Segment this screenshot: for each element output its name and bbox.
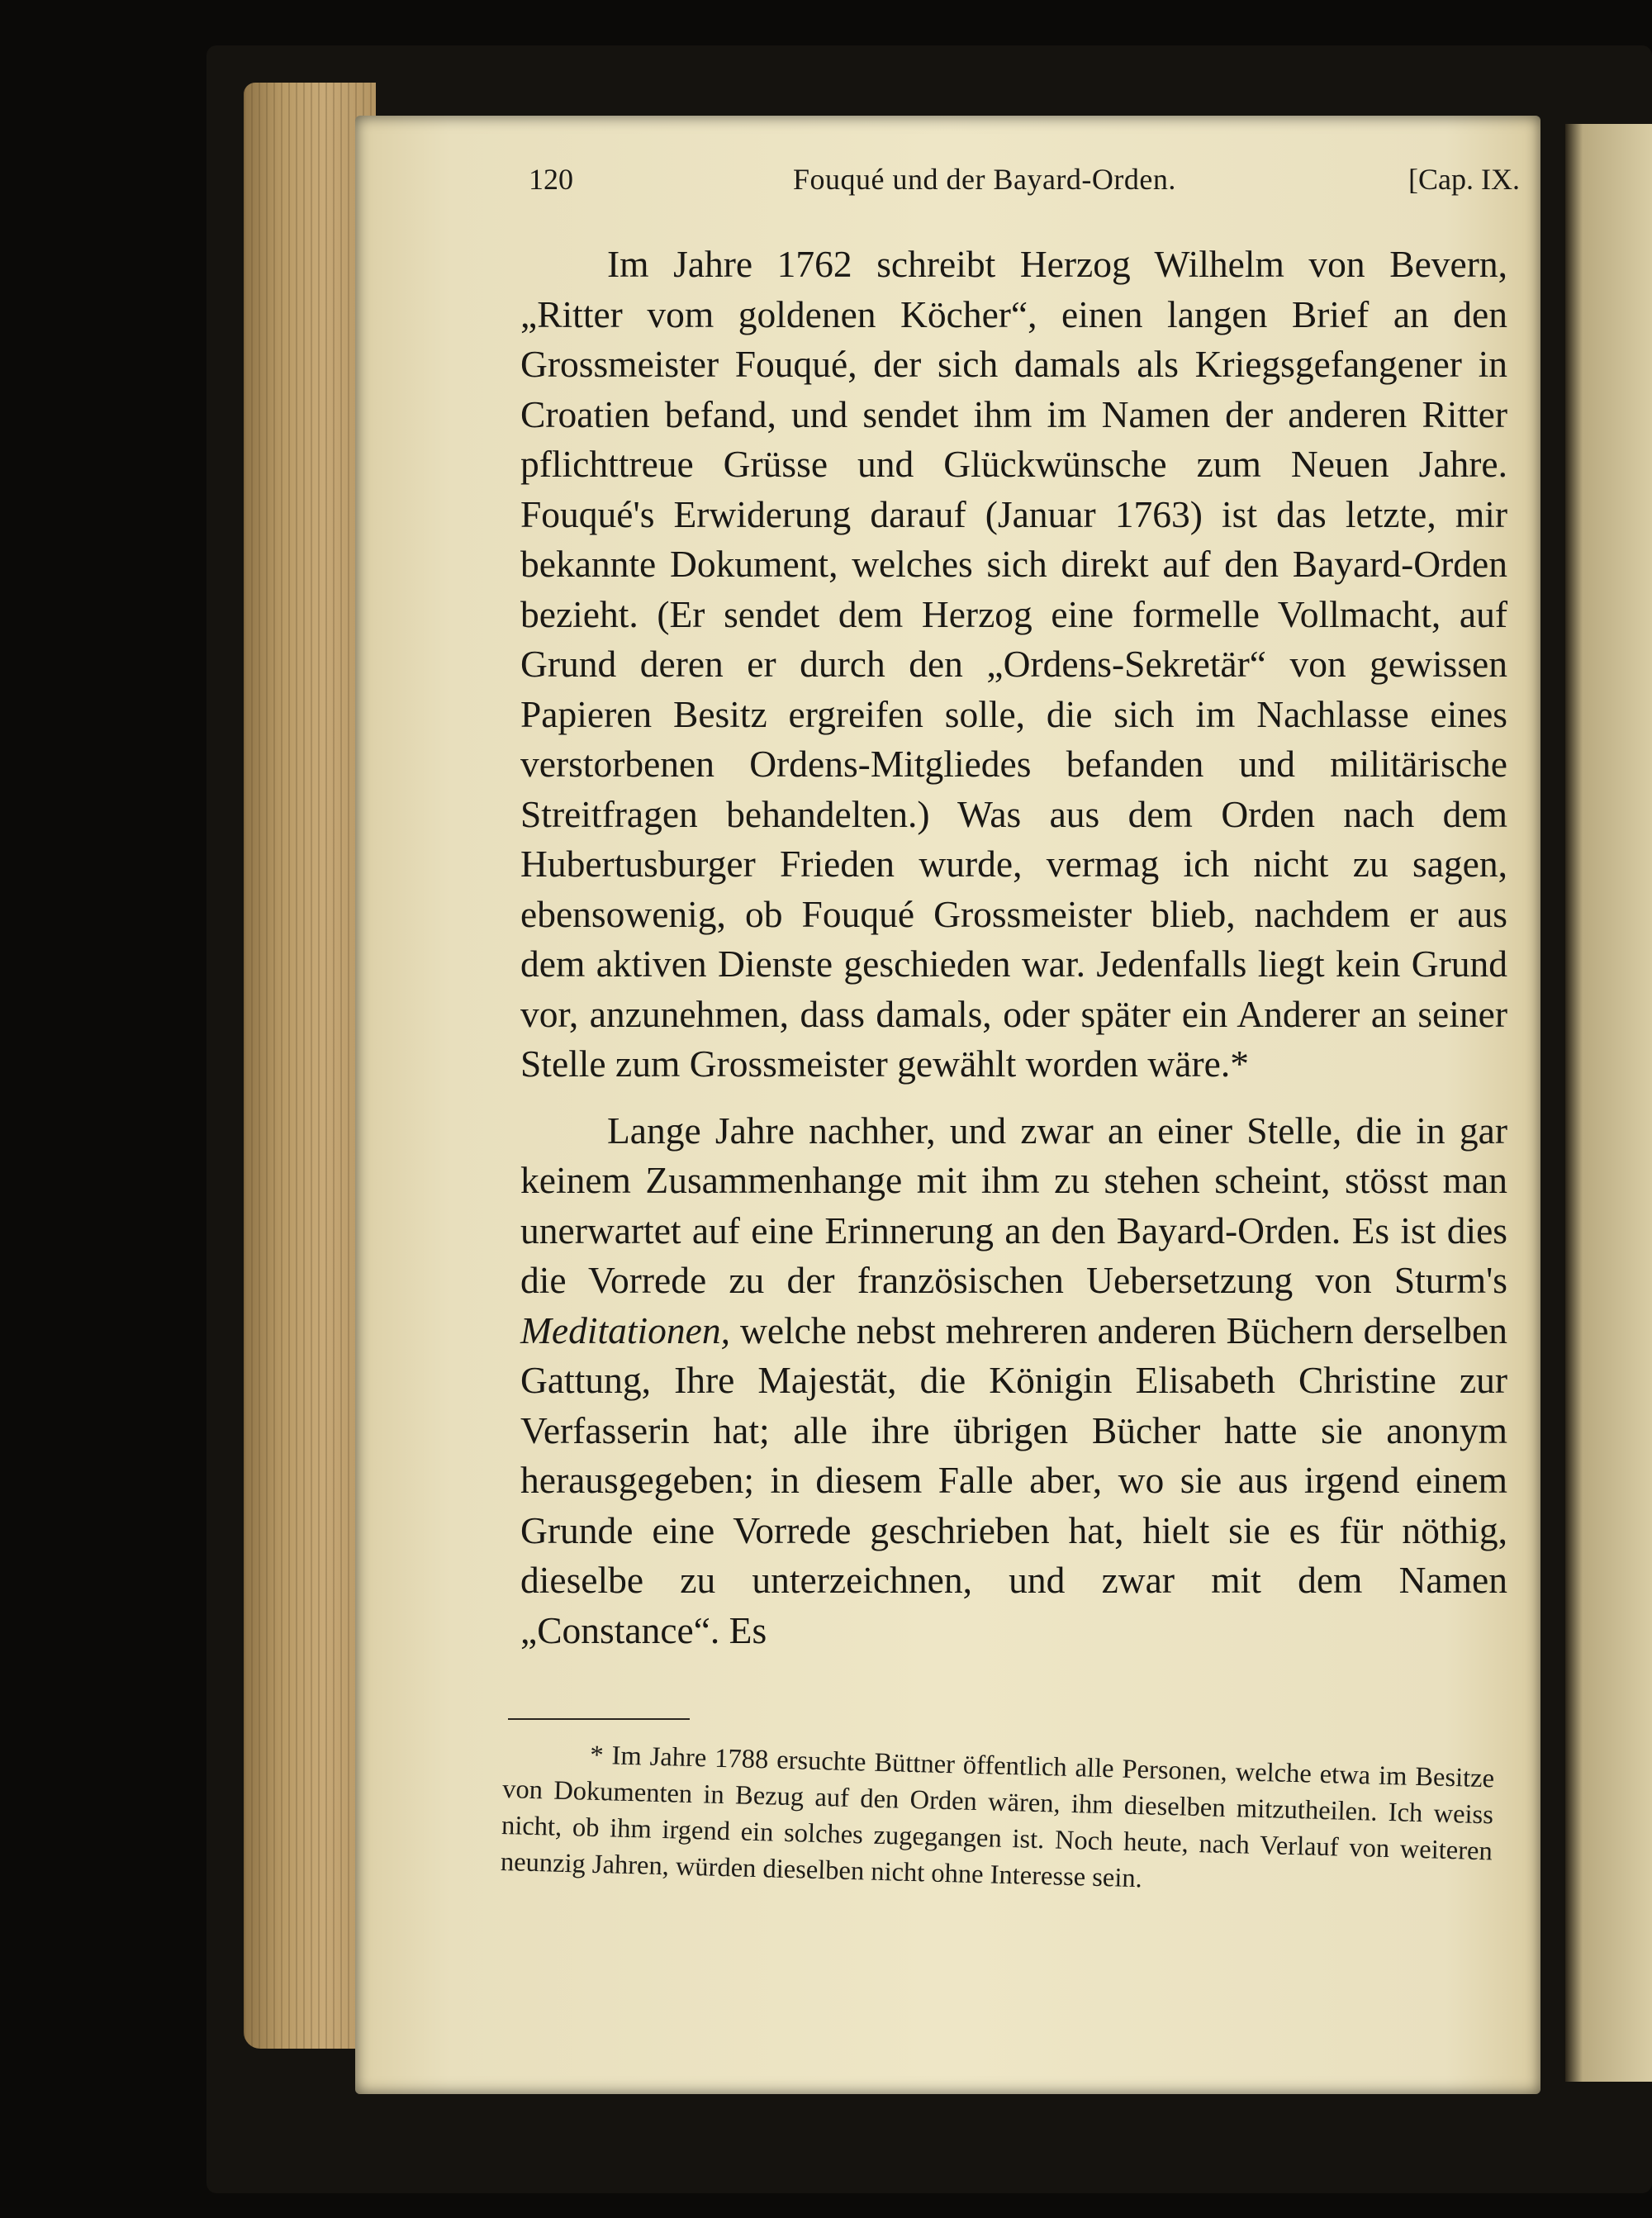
body-text (520, 240, 1507, 1655)
paragraph-2-end: welche nebst mehreren anderen Büchern derselben Gattung, Ihre Majestät, die Königin Elisabeth Christine zur Verfasserin hat; alle ihre übrigen Bücher hatte sie anonym herausgegeben; in diesem Falle aber, wo sie aus irgend einem Grunde eine Vorrede geschrieben hat, hielt sie es für nöthig, dieselbe zu unterzeichnen, und zwar mit dem Namen „Constance“. Es (520, 1308, 1507, 1651)
footnote-text: * Im Jahre 1788 ersuchte Büttner öffentlich alle Personen, welche etwa im Besitze von Dokumenten in Bezug auf den Orden wären, ihm dieselben mitzutheilen. Ich weiss nicht, ob ihm irgend ein solches zugegangen ist. Noch heute, nach Verlauf von weiteren neunzig Jahren, würden dieselben nicht ohne Interesse sein. (500, 1740, 1495, 1894)
running-header (529, 162, 1520, 211)
running-title: Fouqué und der Bayard-Orden. (793, 163, 1176, 196)
italic-title: Meditationen, (520, 1308, 730, 1351)
footnote (500, 1735, 1494, 1906)
facing-page-edge (1565, 124, 1652, 2082)
page-number: 120 (529, 163, 573, 196)
paragraph-2 (520, 1106, 1507, 1656)
chapter-label: [Cap. IX. (1408, 163, 1520, 196)
footnote-rule (508, 1718, 690, 1720)
paragraph-1: Im Jahre 1762 schreibt Herzog Wilhelm von Bevern, „Ritter vom goldenen Köcher“, einen langen Brief an den Grossmeister Fouqué, der sich damals als Kriegsgefangener in Croatien befand, und sendet ihm im Namen der anderen Ritter pflichttreue Grüsse und Glückwünsche zum Neuen Jahre. Fouqué's Erwiderung darauf (Januar 1763) ist das letzte, mir bekannte Dokument, welches sich direkt auf den Bayard-Orden bezieht. (Er sendet dem Herzog eine formelle Vollmacht, auf Grund deren er durch den „Ordens-Sekretär“ von gewissen Papieren Besitz ergreifen solle, die sich im Nachlasse eines verstorbenen Ordens-Mitgliedes befanden und militärische Streitfragen behandelten.) Was aus dem Orden nach dem Hubertusburger Frieden wurde, vermag ich nicht zu sagen, ebensowenig, ob Fouqué Grossmeister blieb, nachdem er aus dem aktiven Dienste geschieden war. Jedenfalls liegt kein Grund vor, anzunehmen, dass damals, oder später ein Anderer an seiner Stelle zum Grossmeister gewählt worden wäre.* (520, 243, 1507, 1085)
paragraph-2-start: Lange Jahre nachher, und zwar an einer Stelle, die in gar keinem Zusammenhange mit ihm zu stehen scheint, stösst man unerwartet auf eine Erinnerung an den Bayard-Orden. Es ist dies die Vorrede zu der französischen Uebersetzung von Sturm's (520, 1109, 1507, 1301)
